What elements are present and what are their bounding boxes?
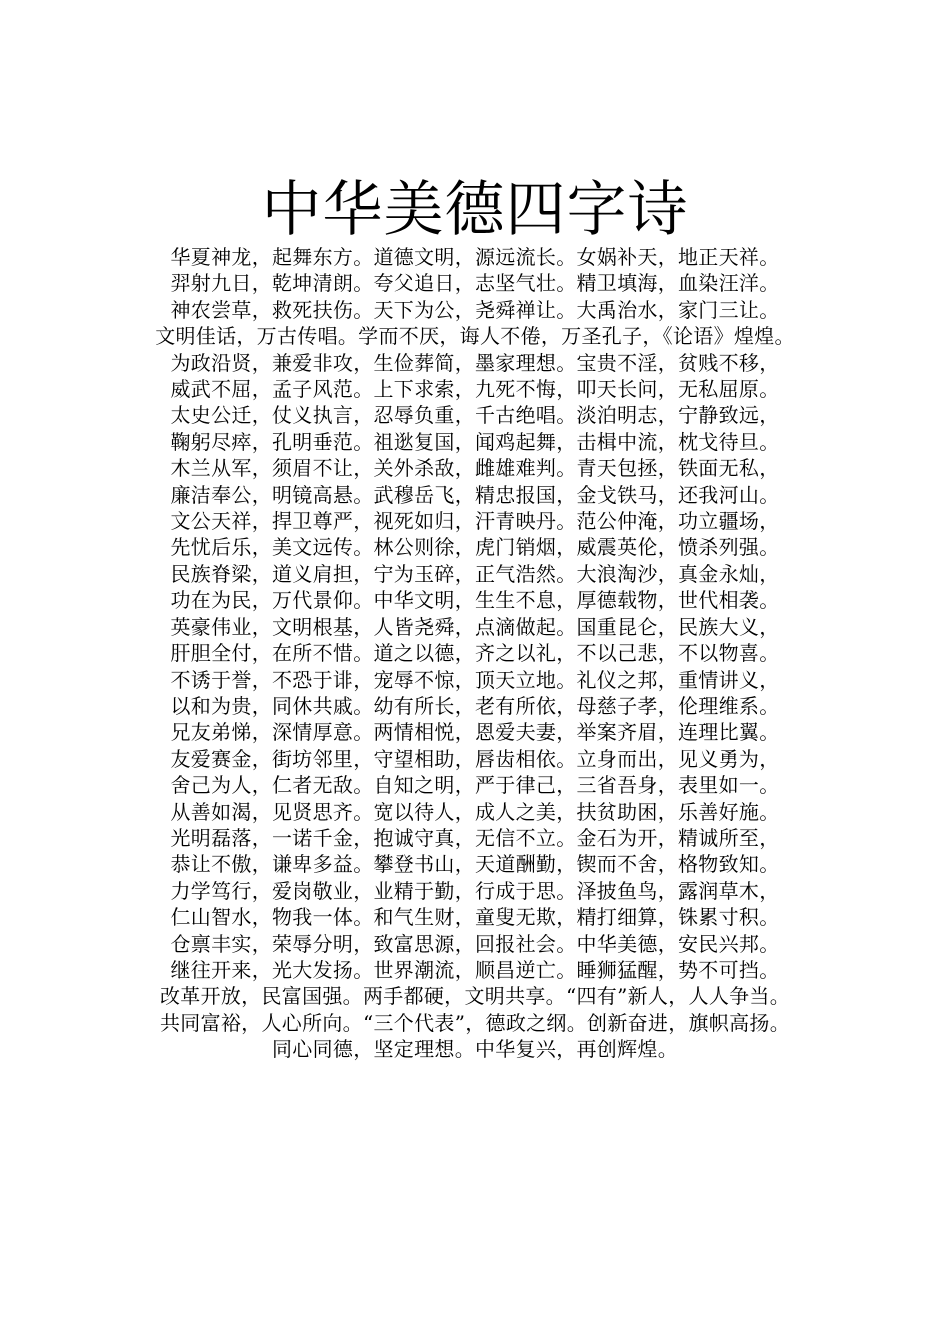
poem-line: 威武不屈，孟子风范。上下求索，九死不悔，叩天长问，无私屈原。	[170, 377, 780, 402]
poem-line: 力学笃行，爱岗敬业，业精于勤，行成于思。泽披鱼鸟，露润草木，	[170, 878, 780, 903]
poem-line: 舍己为人，仁者无敌。自知之明，严于律己，三省吾身，表里如一。	[170, 773, 780, 798]
poem-line: 廉洁奉公，明镜高悬。武穆岳飞，精忠报国，金戈铁马，还我河山。	[170, 482, 780, 507]
poem-line: 神农尝草，救死扶伤。天下为公，尧舜禅让。大禹治水，家门三让。	[170, 297, 780, 322]
poem-line: 太史公迁，仗义执言，忍辱负重，千古绝唱。淡泊明志，宁静致远，	[170, 403, 780, 428]
poem-line: 肝胆全付，在所不惜。道之以德，齐之以礼，不以己悲，不以物喜。	[170, 641, 780, 666]
poem-line: 仁山智水，物我一体。和气生财，童叟无欺，精打细算，铢累寸积。	[170, 905, 780, 930]
poem-line: 兄友弟悌，深情厚意。两情相悦，恩爱夫妻，举案齐眉，连理比翼。	[170, 720, 780, 745]
poem-line: 共同富裕，人心所向。“三个代表”，德政之纲。创新奋进，旗帜高扬。	[159, 1010, 791, 1035]
poem-line: 光明磊落，一诺千金，抱诚守真，无信不立。金石为开，精诚所至，	[170, 825, 780, 850]
poem-line: 民族脊梁，道义肩担，宁为玉碎，正气浩然。大浪淘沙，真金永灿，	[170, 561, 780, 586]
poem-line: 不诱于誉，不恐于诽，宠辱不惊，顶天立地。礼仪之邦，重情讲义，	[170, 667, 780, 692]
poem-line: 为政沿贤，兼爱非攻，生俭葬简，墨家理想。宝贵不淫，贫贱不移，	[170, 350, 780, 375]
poem-line: 友爱赛金，街坊邻里，守望相助，唇齿相依。立身而出，见义勇为，	[170, 746, 780, 771]
poem-line: 恭让不傲，谦卑多益。攀登书山，天道酬勤，锲而不舍，格物致知。	[170, 852, 780, 877]
poem-line: 华夏神龙，起舞东方。道德文明，源远流长。女娲补天，地正天祥。	[170, 245, 780, 269]
document-title: 中华美德四字诗	[261, 175, 689, 245]
poem-line: 仓禀丰实，荣辱分明，致富思源，回报社会。中华美德，安民兴邦。	[170, 931, 780, 956]
poem-line: 文明佳话，万古传唱。学而不厌，诲人不倦，万圣孔子，《论语》煌煌。	[155, 324, 795, 349]
poem-line: 功在为民，万代景仰。中华文明，生生不息，厚德载物，世代相袭。	[170, 588, 780, 613]
poem-line: 先忧后乐，美文远传。林公则徐，虎门销烟，威震英伦，愤杀列强。	[170, 535, 780, 560]
poem-line: 鞠躬尽瘁，孔明垂范。祖逖复国，闻鸡起舞，击楫中流，枕戈待旦。	[170, 429, 780, 454]
poem-line: 改革开放，民富国强。两手都硬，文明共享。“四有”新人，人人争当。	[159, 984, 791, 1009]
poem-line: 同心同德，坚定理想。中华复兴，再创辉煌。	[272, 1037, 678, 1062]
poem-line: 木兰从军，须眉不让，关外杀敌，雌雄难判。青天包拯，铁面无私，	[170, 456, 780, 481]
poem-line: 英豪伟业，文明根基，人皆尧舜，点滴做起。国重昆仑，民族大义，	[170, 614, 780, 639]
poem-line: 从善如渴，见贤思齐。宽以待人，成人之美，扶贫助困，乐善好施。	[170, 799, 780, 824]
poem-line: 继往开来，光大发扬。世界潮流，顺昌逆亡。睡狮猛醒，势不可挡。	[170, 957, 780, 982]
poem-line: 以和为贵，同休共戚。幼有所长，老有所依，母慈子孝，伦理维系。	[170, 693, 780, 718]
poem-line: 文公天祥，捍卫尊严，视死如归，汗青映丹。范公仲淹，功立疆场，	[170, 509, 780, 534]
poem-line: 羿射九日，乾坤清朗。夸父追日，志坚气壮。精卫填海，血染汪洋。	[170, 271, 780, 296]
poem-body	[130, 244, 820, 1063]
